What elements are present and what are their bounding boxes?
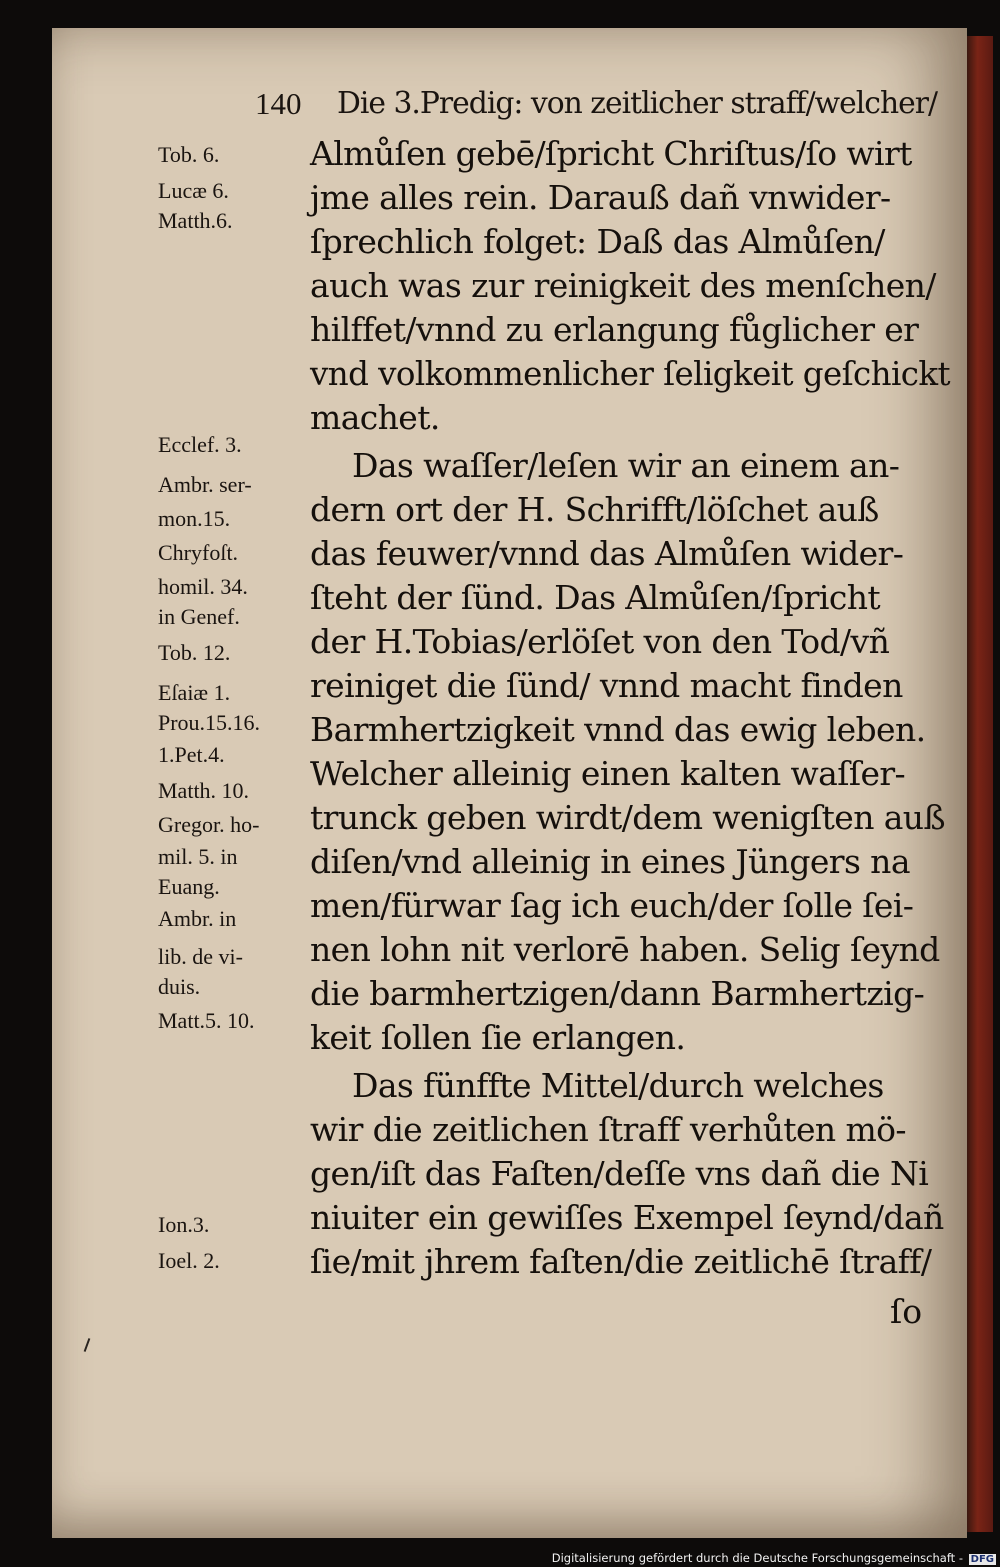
dfg-logo: DFG xyxy=(970,1554,994,1565)
text-line: vnd volkommenlicher ſeligkeit geſchickt xyxy=(310,354,951,393)
text-line: jme alles rein. Darauß dañ vnwider- xyxy=(310,178,891,217)
text-line: machet. xyxy=(310,398,440,437)
page-number: 140 xyxy=(255,86,302,121)
text-line: Das fünffte Mittel/durch welches xyxy=(352,1066,884,1105)
margin-note: Ambr. ser- xyxy=(158,472,252,497)
margin-note: mon.15. xyxy=(158,506,231,531)
text-line: dern ort der H. Schrifft/löſchet auß xyxy=(310,490,879,529)
text-line: niuiter ein gewiſſes Exempel ſeynd/dañ xyxy=(310,1198,944,1237)
text-line: men/fürwar ſag ich euch/der ſolle ſei- xyxy=(310,886,914,925)
margin-note: Matt.5. 10. xyxy=(158,1008,255,1033)
margin-note: Ioel. 2. xyxy=(158,1248,220,1273)
text-line: Almůſen gebē/ſpricht Chriſtus/ſo wirt xyxy=(310,134,912,173)
text-line: trunck geben wirdt/dem wenigſten auß xyxy=(310,798,945,837)
margin-note: duis. xyxy=(158,974,201,999)
text-line: hilffet/vnnd zu erlangung fůglicher er xyxy=(310,310,919,349)
margin-note: Ion.3. xyxy=(158,1212,210,1237)
margin-note: mil. 5. in xyxy=(158,844,238,869)
running-head: Die 3.Predig: von zeitlicher straff/welcher/ xyxy=(337,86,938,121)
text-line: das feuwer/vnnd das Almůſen wider- xyxy=(310,534,904,573)
text-line: ſteht der ſünd. Das Almůſen/ſpricht xyxy=(310,578,881,617)
margin-note: Lucæ 6. xyxy=(158,178,229,203)
text-line: der H.Tobias/erlöſet von den Tod/vñ xyxy=(310,622,890,661)
margin-note: Tob. 12. xyxy=(158,640,231,665)
margin-note: Ecclef. 3. xyxy=(158,432,242,457)
margin-note: Matth.6. xyxy=(158,208,233,233)
text-line: die barmhertzigen/dann Barmhertzig- xyxy=(310,974,925,1013)
margin-note: homil. 34. xyxy=(158,574,248,599)
text-line: keit ſollen ſie erlangen. xyxy=(310,1018,686,1057)
text-line: ſprechlich folget: Daß das Almůſen/ xyxy=(310,222,885,261)
text-line: reiniget die ſünd/ vnnd macht finden xyxy=(310,666,903,705)
margin-note: Eſaiæ 1. xyxy=(158,680,231,705)
text-line: auch was zur reinigkeit des menſchen/ xyxy=(310,266,936,305)
margin-note: Prou.15.16. xyxy=(158,710,261,735)
margin-note: lib. de vi- xyxy=(158,944,243,969)
margin-note: Gregor. ho- xyxy=(158,812,260,837)
text-line: Welcher alleinig einen kalten waſſer- xyxy=(310,754,906,793)
text-line: ſie/mit jhrem faſten/die zeitlichē ſtraff/ xyxy=(310,1242,932,1281)
margin-note: Ambr. in xyxy=(158,906,237,931)
text-line: Barmhertzigkeit vnnd das ewig leben. xyxy=(310,710,926,749)
footer-credit-text: Digitalisierung gefördert durch die Deutsche Forschungsgemeinschaft - xyxy=(551,1551,963,1565)
margin-note: in Genef. xyxy=(158,604,240,629)
text-line: Das waſſer/leſen wir an einem an- xyxy=(352,446,900,485)
margin-note: Euang. xyxy=(158,874,220,899)
text-line: nen lohn nit verlorē haben. Selig ſeynd xyxy=(310,930,940,969)
page-header xyxy=(0,86,1000,130)
margin-note: 1.Pet.4. xyxy=(158,742,225,767)
margin-note: Chryfoſt. xyxy=(158,540,239,565)
text-line: wir die zeitlichen ſtraff verhůten mö- xyxy=(310,1110,906,1149)
catchword: ſo xyxy=(890,1292,923,1331)
footer-credit xyxy=(552,1551,996,1565)
margin-note: Tob. 6. xyxy=(158,142,220,167)
text-line: diſen/vnd alleinig in eines Jüngers na xyxy=(310,842,910,881)
margin-note: Matth. 10. xyxy=(158,778,250,803)
text-line: gen/iſt das Faſten/deſſe vns dañ die Ni xyxy=(310,1154,929,1193)
page-fore-edge xyxy=(967,36,993,1532)
